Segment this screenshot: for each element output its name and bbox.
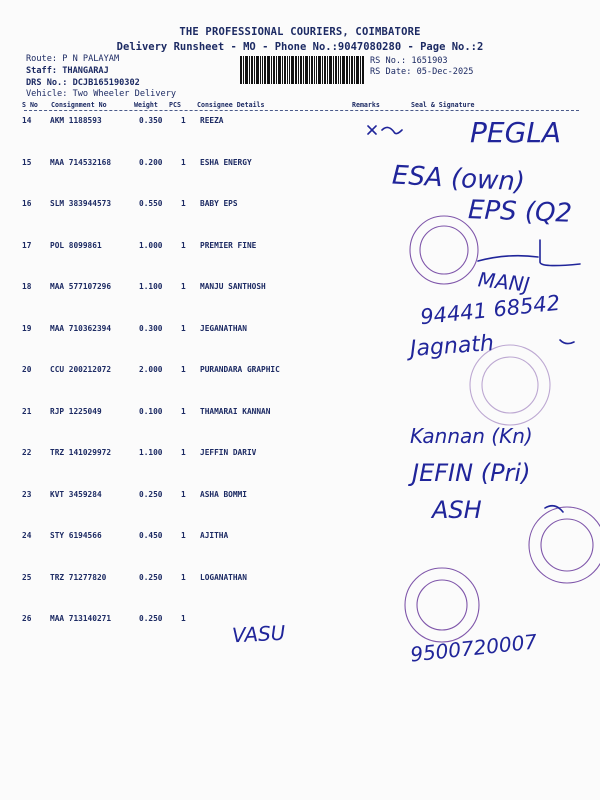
row-consignee: JEFFIN DARIV [200, 448, 257, 457]
row-weight: 0.200 [139, 157, 163, 167]
row-weight: 0.250 [139, 614, 163, 623]
row-sno: 15 [22, 157, 32, 167]
company-title: THE PROFESSIONAL COURIERS, COIMBATORE [179, 26, 421, 38]
row-consignee: MANJU SANTHOSH [200, 282, 266, 291]
row-consignment: TRZ 71277820 [50, 572, 107, 582]
row-consignment: RJP 1225049 [50, 406, 102, 416]
row-consignee: BABY EPS [200, 199, 238, 208]
row-consignment: AKM 1188593 [50, 116, 102, 125]
route-label: Route: P N PALAYAM [26, 54, 120, 64]
table-row [0, 531, 600, 545]
row-consignee: ESHA ENERGY [200, 157, 252, 167]
row-consignee: ASHA BOMMI [200, 489, 247, 499]
row-consignment: SLM 383944573 [50, 199, 112, 208]
row-sno: 21 [22, 406, 32, 416]
table-row [0, 614, 600, 628]
row-pcs: 1 [181, 489, 186, 499]
barcode-image [240, 56, 365, 84]
row-consignee: LOGANATHAN [200, 572, 247, 582]
row-consignment: STY 6194566 [50, 531, 102, 540]
row-consignment: MAA 714532168 [50, 157, 112, 167]
row-sno: 26 [22, 614, 32, 623]
row-pcs: 1 [181, 572, 186, 582]
row-pcs: 1 [181, 365, 186, 374]
table-row [0, 490, 600, 504]
runsheet-title: Delivery Runsheet - MO - Phone No.:9047080280 - Page No.:2 [116, 41, 484, 53]
row-weight: 0.450 [139, 531, 163, 540]
row-pcs: 1 [181, 448, 186, 457]
row-weight: 0.250 [139, 489, 163, 499]
row-weight: 0.100 [139, 406, 163, 416]
col-sno: S No [22, 101, 38, 109]
row-pcs: 1 [181, 614, 186, 623]
signature-manju: MANJ [476, 267, 531, 297]
phone-loganathan: 9500720007 [409, 629, 539, 667]
row-consignee: AJITHA [200, 531, 229, 540]
table-row [0, 365, 600, 379]
row-sno: 22 [22, 448, 32, 457]
row-consignee: PURANDARA GRAPHIC [200, 365, 280, 374]
row-sno: 18 [22, 282, 32, 291]
row-pcs: 1 [181, 240, 186, 250]
row-consignee: REEZA [200, 116, 224, 125]
vehicle-label: Vehicle: Two Wheeler Delivery [26, 89, 177, 99]
row-consignee: THAMARAI KANNAN [200, 406, 271, 416]
signature-reeza: PEGLA [470, 116, 562, 149]
row-sno: 20 [22, 365, 32, 374]
signature-baby: EPS (Q2 [467, 195, 573, 229]
row-consignment: TRZ 141029972 [50, 448, 112, 457]
col-consignee: Consignee Details [197, 101, 265, 109]
row-sno: 24 [22, 531, 32, 540]
table-row [0, 407, 600, 421]
col-weight: Weight [134, 101, 158, 109]
rs-date: RS Date: 05-Dec-2025 [370, 67, 474, 77]
signature-jegan: Jagnath [409, 331, 495, 362]
row-weight: 1.100 [139, 448, 163, 457]
col-pcs: PCS [169, 101, 181, 109]
row-weight: 0.300 [139, 323, 163, 333]
col-consignment: Consignment No [51, 101, 107, 109]
row-weight: 0.350 [139, 116, 163, 125]
row-pcs: 1 [181, 406, 186, 416]
remark-vasu: VASU [231, 620, 286, 648]
phone-manju: 94441 68542 [419, 290, 562, 330]
row-weight: 1.100 [139, 282, 163, 291]
staff-label: Staff: THANGARAJ [26, 66, 109, 76]
row-sno: 17 [22, 240, 32, 250]
row-weight: 0.250 [139, 572, 163, 582]
signature-jeffin: JEFIN (Pri) [412, 459, 531, 487]
row-consignment: KVT 3459284 [50, 489, 102, 499]
row-pcs: 1 [181, 199, 186, 208]
table-row [0, 241, 600, 255]
row-sno: 19 [22, 323, 32, 333]
row-consignment: CCU 200212072 [50, 365, 112, 374]
row-pcs: 1 [181, 157, 186, 167]
row-sno: 16 [22, 199, 32, 208]
row-weight: 2.000 [139, 365, 163, 374]
row-consignment: MAA 713140271 [50, 614, 112, 623]
header-divider [24, 110, 579, 111]
row-consignment: POL 8099861 [50, 240, 102, 250]
row-consignment: MAA 710362394 [50, 323, 112, 333]
row-pcs: 1 [181, 116, 186, 125]
row-consignee: JEGANATHAN [200, 323, 247, 333]
table-row [0, 324, 600, 338]
row-consignment: MAA 577107296 [50, 282, 112, 291]
signature-asha: ASH [432, 496, 482, 524]
row-sno: 23 [22, 489, 32, 499]
row-pcs: 1 [181, 531, 186, 540]
table-row [0, 573, 600, 587]
rs-number: RS No.: 1651903 [370, 56, 448, 66]
row-sno: 25 [22, 572, 32, 582]
row-pcs: 1 [181, 282, 186, 291]
row-pcs: 1 [181, 323, 186, 333]
row-weight: 0.550 [139, 199, 163, 208]
row-sno: 14 [22, 116, 32, 125]
signature-esha: ESA (own) [391, 160, 526, 198]
signature-kannan: Kannan (Kn) [410, 424, 533, 448]
row-consignee: PREMIER FINE [200, 240, 257, 250]
drs-number: DRS No.: DCJB165190302 [26, 78, 140, 88]
col-seal: Seal & Signature [411, 101, 475, 109]
row-weight: 1.000 [139, 240, 163, 250]
col-remarks: Remarks [352, 101, 380, 109]
